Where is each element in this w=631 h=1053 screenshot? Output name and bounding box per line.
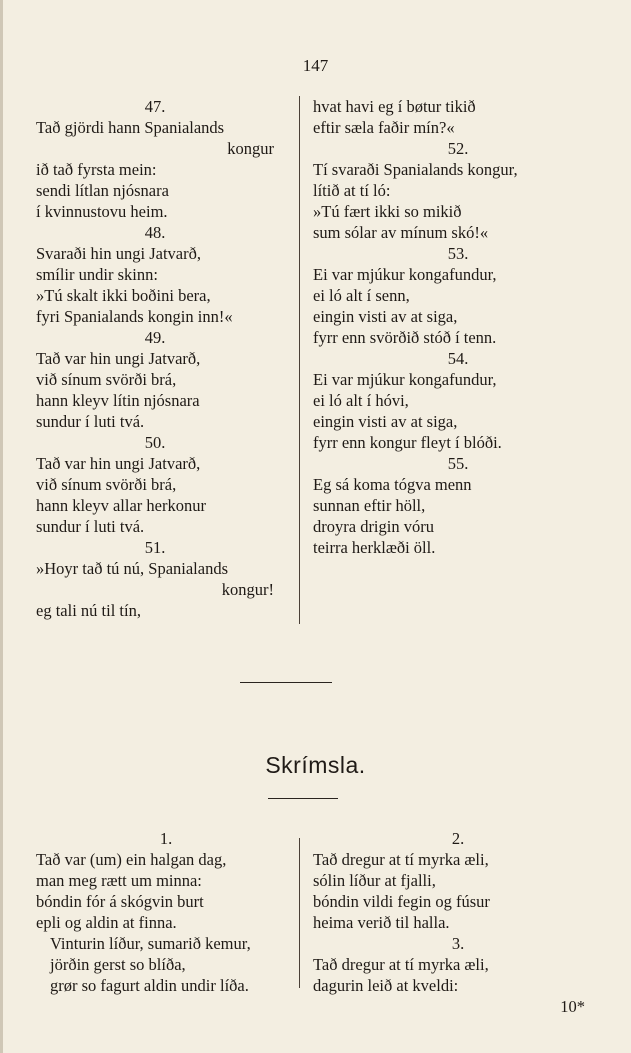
verse-line: við sínum svörði brá,: [36, 370, 177, 389]
verse-line: eingin visti av at siga,: [313, 412, 458, 431]
verse-line: sólin líður at fjalli,: [313, 871, 436, 890]
stanza: [313, 453, 603, 558]
stanza-number: 53.: [447, 244, 469, 263]
verse-line: grør so fagurt aldin undir líða.: [50, 976, 249, 995]
verse-line: eingin visti av at siga,: [313, 307, 458, 326]
verse-line: bóndin fór á skógvin burt: [36, 892, 204, 911]
verse-line: Ei var mjúkur kongafundur,: [313, 265, 497, 284]
verse-line: Tað dregur at tí myrka æli,: [313, 955, 489, 974]
verse-line: bóndin vildi fegin og fúsur: [313, 892, 490, 911]
stanza: [36, 222, 274, 327]
verse-line: sunnan eftir höll,: [313, 496, 426, 515]
stanza: [313, 138, 603, 243]
verse-line: epli og aldin at finna.: [36, 913, 177, 932]
verse-line: Ei var mjúkur kongafundur,: [313, 370, 497, 389]
stanza: [313, 348, 603, 453]
verse-line: »Tú skalt ikki boðini bera,: [36, 286, 211, 305]
verse-line: ei ló alt í senn,: [313, 286, 410, 305]
verse-line: man meg rætt um minna:: [36, 871, 202, 890]
stanza-number: 1.: [159, 829, 173, 848]
page-number: 147: [302, 56, 329, 75]
verse-line: fyrr enn kongur fleyt í blóði.: [313, 433, 502, 452]
stanza-number: 2.: [451, 829, 465, 848]
verse-line: sundur í luti tvá.: [36, 412, 145, 431]
verse-line: eg tali nú til tín,: [36, 601, 141, 620]
verse-line: droyra drigin vóru: [313, 517, 434, 536]
stanza-number: 51.: [144, 538, 166, 557]
verse-line: eftir sæla faðir mín?«: [313, 118, 455, 137]
verse-line: fyri Spanialands kongin inn!«: [36, 307, 233, 326]
verse-line: Tí svaraði Spanialands kongur,: [313, 160, 518, 179]
verse-line: sum sólar av mínum skó!«: [313, 223, 489, 242]
verse-line: lítið at tí ló:: [313, 181, 391, 200]
verse-line: jörðin gerst so blíða,: [50, 955, 186, 974]
column-bottom-right: [313, 828, 603, 1017]
column-divider-bottom: [299, 838, 300, 988]
section-title: Skrímsla.: [265, 752, 366, 778]
verse-line: fyrr enn svörðið stóð í tenn.: [313, 328, 497, 347]
stanza: [36, 537, 274, 621]
verse-line: Tað var hin ungi Jatvarð,: [36, 454, 201, 473]
page-edge: [0, 0, 3, 1053]
verse-line: í kvinnustovu heim.: [36, 202, 168, 221]
verse-line: hann kleyv lítin njósnara: [36, 391, 200, 410]
column-bottom-left: [36, 828, 296, 996]
verse-line: sendi lítlan njósnara: [36, 181, 169, 200]
stanza-number: 49.: [144, 328, 166, 347]
stanza-number: 48.: [144, 223, 166, 242]
verse-line: ið tað fyrsta mein:: [36, 160, 157, 179]
verse-line: við sínum svörði brá,: [36, 475, 177, 494]
verse-line: Tað var hin ungi Jatvarð,: [36, 349, 201, 368]
verse-line: Svaraði hin ungi Jatvarð,: [36, 244, 201, 263]
stanza: [313, 828, 603, 933]
verse-line: »Hoyr tað tú nú, Spanialands: [36, 559, 229, 578]
verse-line: hann kleyv allar herkonur: [36, 496, 206, 515]
stanza: [36, 432, 274, 537]
title-rule-top: [240, 682, 332, 683]
verse-line: »Tú fært ikki so mikið: [313, 202, 462, 221]
stanza-number: 50.: [144, 433, 166, 452]
stanza-number: 52.: [447, 139, 469, 158]
verse-line: ei ló alt í hóvi,: [313, 391, 409, 410]
verse-line: Eg sá koma tógva menn: [313, 475, 472, 494]
title-rule-bottom: [268, 798, 338, 799]
stanza: [313, 933, 603, 996]
stanza: [36, 96, 274, 222]
stanza: [313, 96, 603, 138]
column-top-left: [36, 96, 274, 621]
column-divider-top: [299, 96, 300, 624]
stanza: [36, 828, 296, 996]
verse-line: teirra herklæði öll.: [313, 538, 436, 557]
stanza-number: 55.: [447, 454, 469, 473]
signature-mark: 10*: [560, 997, 585, 1016]
verse-line: Tað dregur at tí myrka æli,: [313, 850, 489, 869]
verse-line: kongur: [227, 139, 274, 158]
stanza: [313, 243, 603, 348]
verse-line: sundur í luti tvá.: [36, 517, 145, 536]
stanza: [36, 327, 274, 432]
verse-line: Tað var (um) ein halgan dag,: [36, 850, 227, 869]
verse-line: Vinturin líður, sumarið kemur,: [50, 934, 251, 953]
stanza-number: 47.: [144, 97, 166, 116]
verse-line: Tað gjördi hann Spanialands: [36, 118, 225, 137]
stanza-number: 3.: [451, 934, 465, 953]
verse-line: smílir undir skinn:: [36, 265, 158, 284]
verse-line: heima verið til halla.: [313, 913, 450, 932]
verse-line: dagurin leið at kveldi:: [313, 976, 459, 995]
verse-line: kongur!: [221, 580, 274, 599]
verse-line: hvat havi eg í bøtur tikið: [313, 97, 476, 116]
stanza-number: 54.: [447, 349, 469, 368]
column-top-right: [313, 96, 603, 558]
